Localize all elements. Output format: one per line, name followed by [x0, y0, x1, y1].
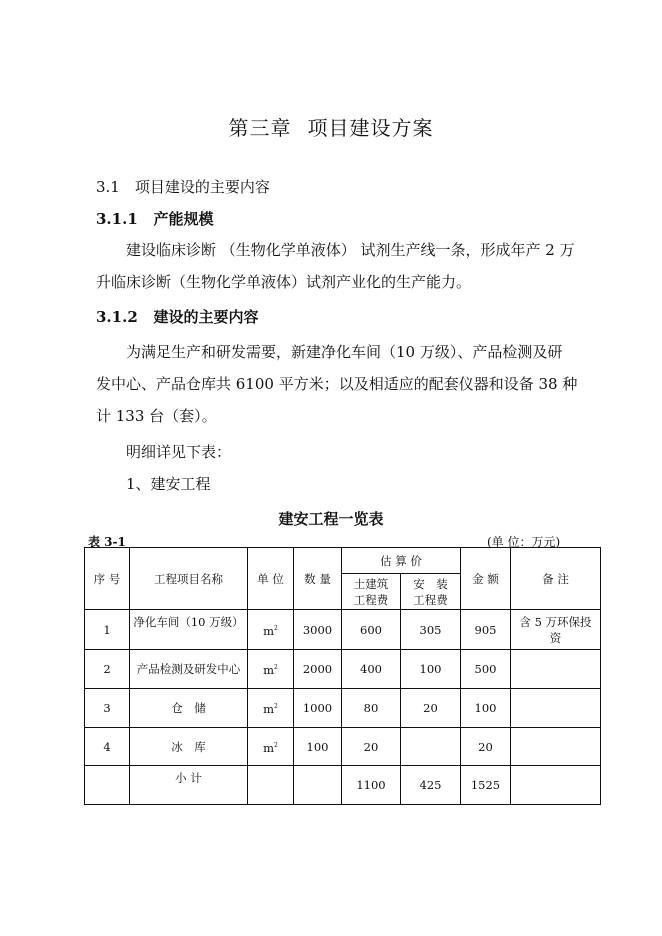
subsection-title: 产能规模: [153, 210, 214, 228]
table-row: [85, 610, 601, 650]
paragraph-line: 发中心、产品仓库共 6100 平方米；以及相适应的配套仪器和设备 38 种: [96, 375, 578, 393]
subsection-title: 建设的主要内容: [153, 308, 259, 326]
cell-unit: [248, 610, 294, 650]
subtotal-amount: 1525: [461, 766, 511, 805]
cell-amount: 100: [461, 689, 511, 728]
header-unit: 单 位: [248, 548, 294, 610]
cell-unit: [248, 689, 294, 728]
cell-remark: [511, 610, 601, 650]
cell-install: 20: [401, 689, 461, 728]
header-civil-line: 工程费: [353, 592, 389, 607]
cell-install: 100: [401, 650, 461, 689]
cell-name: 产品检测及研发中心: [130, 650, 248, 689]
cell-remark: [511, 766, 601, 805]
unit-text: m: [263, 701, 275, 716]
unit-superscript: 2: [274, 741, 278, 749]
header-civil-line: 土建筑: [353, 576, 389, 591]
header-remark: 备 注: [511, 548, 601, 610]
cell-amount: 20: [461, 728, 511, 766]
subtotal-label: 小 计: [130, 766, 248, 805]
cell-unit: [248, 650, 294, 689]
header-name: 工程项目名称: [130, 548, 248, 610]
paragraph-line: 明细详见下表：: [126, 443, 232, 461]
list-item-heading: 1、建安工程: [126, 475, 211, 493]
subsection-number: 3.1.1: [96, 210, 138, 228]
table-unit-note: (单 位：万元): [487, 535, 561, 549]
cell-amount: 500: [461, 650, 511, 689]
cell-qty: 2000: [294, 650, 342, 689]
cell-civil: 20: [342, 728, 401, 766]
cell-remark: [511, 650, 601, 689]
cell-seq: [85, 766, 130, 805]
section-3-1-heading: 3.1 项目建设的主要内容: [96, 178, 270, 196]
cell-qty: 1000: [294, 689, 342, 728]
unit-superscript: 2: [274, 664, 278, 672]
header-qty: 数 量: [294, 548, 342, 610]
cell-seq: 3: [85, 689, 130, 728]
header-seq: 序 号: [85, 548, 130, 610]
table-label: 表 3-1: [88, 535, 126, 549]
table-caption: 建安工程一览表: [278, 510, 384, 528]
remark-line: 含 5 万环保投: [519, 615, 592, 629]
cell-remark: [511, 689, 601, 728]
chapter-number: 第三章: [228, 116, 292, 140]
content-paragraph: [96, 336, 596, 432]
paragraph-line: 计 133 台（套）。: [96, 407, 217, 425]
cell-name: 净化车间（10 万级）: [130, 610, 248, 650]
header-civil: [342, 574, 401, 610]
paragraph-line: 建设临床诊断 （生物化学单液体） 试剂生产线一条，形成年产 2 万: [126, 241, 575, 259]
cell-name: 仓 储: [130, 689, 248, 728]
cell-civil: 80: [342, 689, 401, 728]
cell-qty: 3000: [294, 610, 342, 650]
subtotal-civil: 1100: [342, 766, 401, 805]
cell-civil: 400: [342, 650, 401, 689]
subtotal-install: 425: [401, 766, 461, 805]
chapter-heading: [0, 112, 662, 141]
unit-text: m: [263, 623, 275, 638]
header-estimate: 估 算 价: [342, 548, 461, 574]
cell-amount: 905: [461, 610, 511, 650]
cell-install: 305: [401, 610, 461, 650]
header-amount: 金 额: [461, 548, 511, 610]
table-header-row: [85, 548, 601, 574]
table-row: [85, 689, 601, 728]
cell-qty: [294, 766, 342, 805]
unit-superscript: 2: [274, 703, 278, 711]
cell-remark: [511, 728, 601, 766]
cell-install: [401, 728, 461, 766]
remark-line: 资: [549, 631, 562, 645]
detail-paragraph: [96, 436, 596, 468]
cell-name: 冰 库: [130, 728, 248, 766]
header-install-line: 安 装: [413, 576, 448, 591]
cell-civil: 600: [342, 610, 401, 650]
unit-text: m: [263, 740, 275, 755]
construction-table: [84, 547, 601, 805]
header-install-line: 工程费: [413, 592, 448, 607]
table-row: [85, 728, 601, 766]
unit-superscript: 2: [274, 624, 278, 632]
table-row: [85, 650, 601, 689]
subsection-number: 3.1.2: [96, 308, 138, 326]
cell-seq: 1: [85, 610, 130, 650]
cell-qty: 100: [294, 728, 342, 766]
paragraph-line: 为满足生产和研发需要，新建净化车间（10 万级）、产品检测及研: [126, 343, 563, 361]
cell-unit: [248, 766, 294, 805]
cell-seq: 4: [85, 728, 130, 766]
paragraph-line: 升临床诊断（生物化学单液体）试剂产业化的生产能力。: [96, 273, 472, 291]
table-subtotal-row: [85, 766, 601, 805]
unit-text: m: [263, 662, 275, 677]
capacity-paragraph: [96, 234, 596, 298]
cell-seq: 2: [85, 650, 130, 689]
subsection-3-1-1-heading: [96, 208, 213, 229]
item-1-paragraph: [96, 468, 596, 500]
cell-unit: [248, 728, 294, 766]
header-install: [401, 574, 461, 610]
subsection-3-1-2-heading: [96, 306, 258, 327]
chapter-title: 项目建设方案: [307, 116, 434, 140]
